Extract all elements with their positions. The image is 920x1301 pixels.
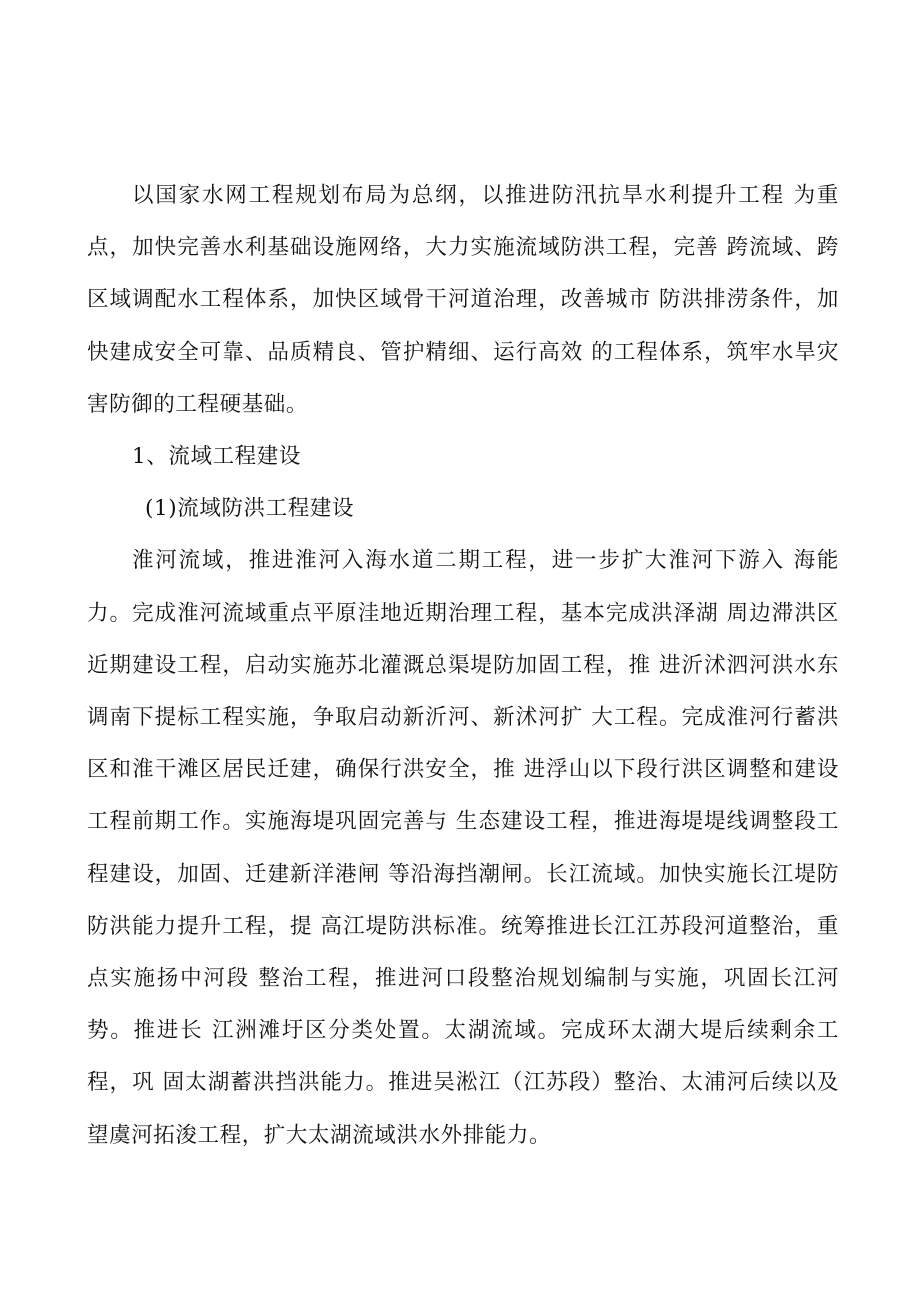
- section-heading: 1、流域工程建设: [132, 444, 301, 470]
- document-body: [87, 170, 839, 1162]
- intro-paragraph: 以国家水网工程规划布局为总纲，以推进防汛抗旱水利提升工程 为重点，加快完善水利基础设施网络，大力实施流域防洪工程，完善 跨流域、跨区域调配水工程体系，加快区域骨干河道治理，改善城市 防洪排涝条件，加快建成安全可靠、品质精良、管护精细、运行高效 的工程体系，筑牢水旱灾害防御的工程硬基础。: [87, 183, 839, 417]
- subsection-heading: (1)流域防洪工程建设: [145, 496, 355, 522]
- body-paragraph: 淮河流域，推进淮河入海水道二期工程，进一步扩大淮河下游入 海能力。完成淮河流域重点平原洼地近期治理工程，基本完成洪泽湖 周边滞洪区近期建设工程，启动实施苏北灌溉总渠堤防加固工程，推 进沂沭泗河洪水东调南下提标工程实施，争取启动新沂河、新沭河扩 大工程。完成淮河行蓄洪区和淮干滩区居民迁建，确保行洪安全，推 进浮山以下段行洪区调整和建设工程前期工作。实施海堤巩固完善与 生态建设工程，推进海堤堤线调整段工程建设，加固、迁建新洋港闸 等沿海挡潮闸。长江流域。加快实施长江堤防防洪能力提升工程，提 高江堤防洪标准。统筹推进长江江苏段河道整治，重点实施扬中河段 整治工程，推进河口段整治规划编制与实施，巩固长江河势。推进长 江洲滩圩区分类处置。太湖流域。完成环太湖大堤后续剩余工程，巩 固太湖蓄洪挡洪能力。推进吴淞江（江苏段）整治、太浦河后续以及 望虞河拓浚工程，扩大太湖流域洪水外排能力。: [87, 548, 839, 1148]
